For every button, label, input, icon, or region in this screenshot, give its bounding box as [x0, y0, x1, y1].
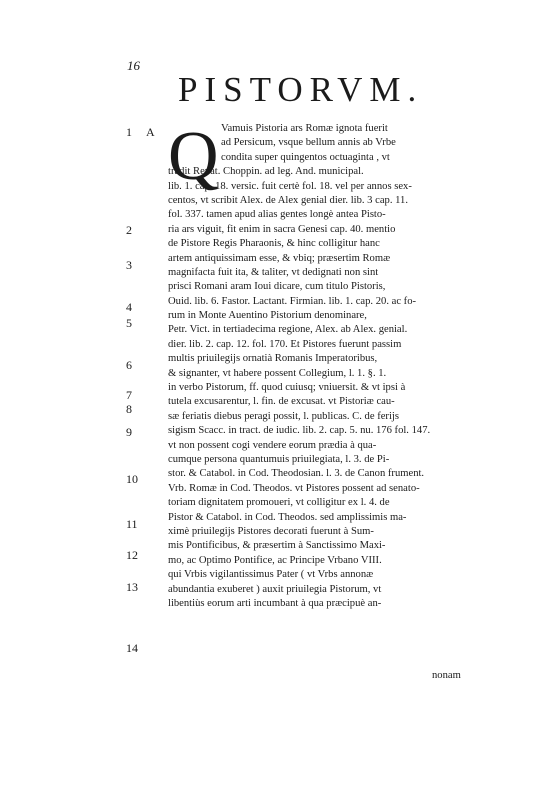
text-line: in verbo Pistorum, ff. quod cuiusq; vniuersit. & vt ipsi à [168, 382, 406, 394]
page-number: 16 [127, 58, 140, 73]
margin-number: 13 [126, 580, 138, 594]
text-line: stor. & Catabol. in Cod. Theodosian. l. 3. de Canon frument. [168, 468, 425, 480]
catchword: nonam [432, 670, 461, 681]
margin-number: 12 [126, 548, 138, 562]
margin-number: 8 [126, 402, 132, 416]
margin-number: 1 [126, 125, 132, 139]
text-line: toriam dignitatem promoueri, vt colligitur ex l. 4. de [168, 497, 390, 509]
text-line: sæ feriatis diebus peragi possit, l. publicas. C. de ferijs [168, 410, 399, 422]
text-line: Ouid. lib. 6. Fastor. Lactant. Firmian. lib. 1. cap. 20. ac fo- [168, 295, 417, 307]
text-line: dier. lib. 2. cap. 12. fol. 170. Et Pistores fuerunt passim [168, 338, 402, 350]
text-line: mis Pontificibus, & præsertim à Sanctissimo Maxi- [168, 540, 386, 552]
text-line: lib. 1. cap. 18. versic. fuit certè fol. 18. vel per annos sex- [168, 180, 412, 192]
text-line: Pistor & Catabol. in Cod. Theodos. sed amplissimis ma- [168, 511, 407, 523]
text-line: centos, vt scribit Alex. de Alex genial dier. lib. 3 cap. 11. [168, 194, 408, 206]
text-line: cumque persona quantumuis priuilegiata, l. 3. de Pi- [168, 453, 390, 465]
text-line: mo, ac Optimo Pontifice, ac Principe Vrbano VIII. [168, 554, 382, 566]
text-line: tradit Renat. Choppin. ad leg. And. municipal. [168, 166, 364, 178]
text-line: fol. 337. tamen apud alias gentes longè antea Pisto- [168, 209, 386, 221]
margin-number: 2 [126, 223, 132, 237]
drop-cap: Q [168, 118, 219, 195]
text-line: tutela excusarentur, l. fin. de excusat. vt Pistoriæ cau- [168, 396, 395, 408]
margin-number: 7 [126, 388, 132, 402]
margin-number: 9 [126, 425, 132, 439]
margin-number: 5 [126, 316, 132, 330]
text-line: multis priuilegijs ornatià Romanis Imperatoribus, [168, 353, 378, 365]
text-line: condita super quingentos octuaginta , vt [221, 151, 390, 163]
text-line: libentiùs eorum arti incumbant à qua præcipuè an- [168, 597, 382, 609]
margin-number: 3 [126, 258, 132, 272]
text-line: Petr. Vict. in tertiadecima regione, Alex. ab Alex. genial. [168, 324, 408, 336]
running-head: PISTORVM. [178, 70, 424, 109]
margin-number: 14 [126, 641, 138, 655]
text-line: Vamuis Pistoria ars Romæ ignota fuerit [221, 123, 388, 134]
text-line: artem antiquissimam esse, & vbiq; præsertim Romæ [168, 252, 391, 264]
margin-number: 4 [126, 300, 132, 314]
text-line: ximè priuilegijs Pistores decorati fuerunt à Sum- [168, 525, 374, 537]
margin-number: 10 [126, 472, 138, 486]
text-line: vt non possent cogi vendere eorum prædia à qua- [168, 439, 377, 451]
margin-number: 6 [126, 358, 132, 372]
text-line: de Pistore Regis Pharaonis, & hinc colligitur hanc [168, 238, 380, 250]
text-line: & signanter, vt habere possent Collegium, l. 1. §. 1. [168, 367, 387, 379]
text-line: qui Vrbis vigilantissimus Pater ( vt Vrbs annonæ [168, 569, 374, 581]
margin-letter: A [146, 125, 155, 139]
text-line: ria ars viguit, fit enim in sacra Genesi cap. 40. mentio [168, 223, 396, 235]
text-line: sigism Scacc. in tract. de iudic. lib. 2. cap. 5. nu. 176 fol. 147. [168, 425, 431, 437]
text-line: prisci Romani aram Ioui dicare, cum titulo Pistoris, [168, 281, 386, 293]
body-text [168, 122, 485, 611]
text-line: abundantia exuberet ) auxit priuilegia Pistorum, vt [168, 583, 382, 595]
text-line: rum in Monte Auentino Pistorium denominare, [168, 310, 367, 322]
margin-number: 11 [126, 517, 138, 531]
text-line: magnifacta fuit ita, & taliter, vt dedignati non sint [168, 266, 379, 278]
text-line: ad Persicum, vsque bellum annis ab Vrbe [221, 137, 396, 149]
text-line: Vrb. Romæ in Cod. Theodos. vt Pistores possent ad senato- [168, 482, 420, 494]
